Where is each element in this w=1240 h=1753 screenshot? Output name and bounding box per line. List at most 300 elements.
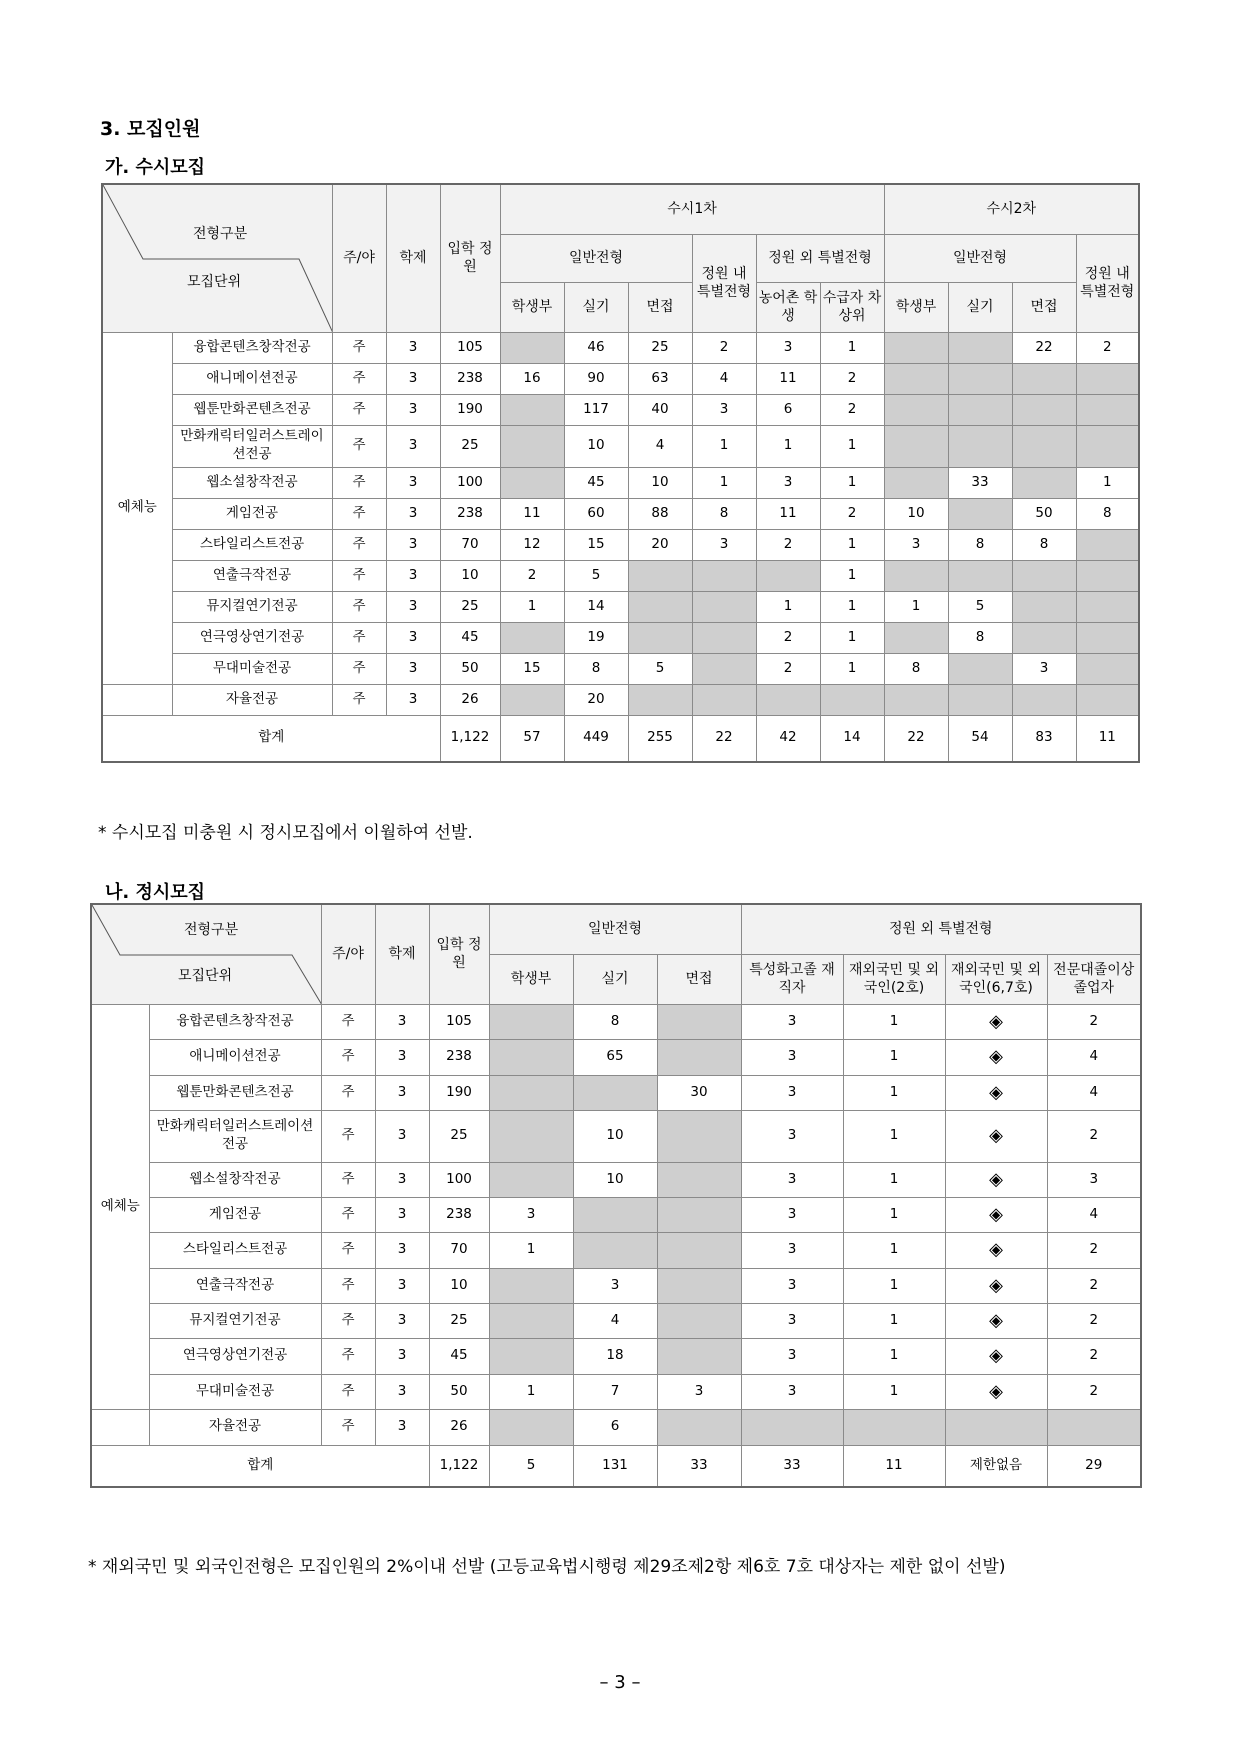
header-juya-2: 주/야 — [321, 904, 375, 1004]
count-cell: 3 — [741, 1268, 843, 1303]
hakje-cell: 3 — [386, 425, 440, 467]
quota-cell: 105 — [429, 1004, 489, 1039]
header-hakseng-3: 학생부 — [489, 954, 573, 1004]
count-cell: 2 — [1047, 1232, 1141, 1268]
subsection-jeongsi-title: 나. 정시모집 — [105, 882, 206, 903]
count-cell — [1076, 425, 1139, 467]
count-cell: 60 — [564, 498, 628, 529]
count-cell: 8 — [564, 653, 628, 684]
count-cell: 2 — [1047, 1268, 1141, 1303]
count-cell: 1 — [500, 591, 564, 622]
subsection-susi-title: 가. 수시모집 — [105, 157, 206, 178]
juya-cell: 주 — [321, 1110, 375, 1162]
dept-name: 웹툰만화콘텐츠전공 — [172, 394, 332, 425]
count-cell: 1 — [843, 1338, 945, 1374]
table-row — [102, 425, 1139, 467]
count-cell: 30 — [657, 1075, 741, 1110]
count-cell: 1 — [756, 591, 820, 622]
count-cell — [573, 1232, 657, 1268]
count-cell: 1 — [843, 1004, 945, 1039]
juya-cell: 주 — [321, 1232, 375, 1268]
count-cell — [1012, 394, 1076, 425]
juya-cell: 주 — [332, 560, 386, 591]
quota-cell: 25 — [440, 425, 500, 467]
count-cell — [948, 425, 1012, 467]
total-cell: 83 — [1012, 715, 1076, 762]
count-cell: 3 — [884, 529, 948, 560]
dept-name: 자율전공 — [172, 684, 332, 715]
dept-name: 웹소설창작전공 — [172, 467, 332, 498]
total-cell: 제한없음 — [945, 1445, 1047, 1487]
count-cell — [489, 1110, 573, 1162]
quota-cell: 238 — [429, 1197, 489, 1232]
count-cell — [884, 622, 948, 653]
count-cell — [500, 622, 564, 653]
hakje-cell: 3 — [386, 560, 440, 591]
table-row — [91, 1338, 1141, 1374]
total-cell: 1,122 — [440, 715, 500, 762]
count-cell: 3 — [741, 1004, 843, 1039]
quota-cell: 105 — [440, 332, 500, 363]
header-mojip: 모집단위 — [187, 274, 242, 290]
count-cell — [489, 1162, 573, 1197]
juya-cell: 주 — [321, 1004, 375, 1039]
quota-cell: 50 — [429, 1374, 489, 1409]
count-cell: 2 — [820, 363, 884, 394]
count-cell — [657, 1039, 741, 1075]
count-cell — [628, 622, 692, 653]
total-cell: 131 — [573, 1445, 657, 1487]
count-cell: 4 — [628, 425, 692, 467]
hakje-cell: 3 — [386, 467, 440, 498]
count-cell: 1 — [820, 332, 884, 363]
table-row — [91, 1110, 1141, 1162]
count-cell: 46 — [564, 332, 628, 363]
count-cell — [628, 560, 692, 591]
count-cell: 65 — [573, 1039, 657, 1075]
juya-cell: 주 — [332, 653, 386, 684]
header-quota-2: 입학 정원 — [429, 904, 489, 1004]
hakje-cell: 3 — [386, 498, 440, 529]
count-cell: 11 — [756, 363, 820, 394]
header-college-grad: 전문대졸이상 졸업자 — [1047, 954, 1141, 1004]
total-cell: 33 — [657, 1445, 741, 1487]
count-cell: 20 — [564, 684, 628, 715]
count-cell — [884, 332, 948, 363]
count-cell — [657, 1162, 741, 1197]
count-cell — [948, 332, 1012, 363]
count-cell — [1076, 363, 1139, 394]
quota-cell: 26 — [440, 684, 500, 715]
count-cell: 2 — [1047, 1338, 1141, 1374]
count-cell: 2 — [1047, 1004, 1141, 1039]
header-general-2: 일반전형 — [884, 234, 1076, 282]
hakje-cell: 3 — [386, 653, 440, 684]
header-general: 일반전형 — [500, 234, 692, 282]
hakje-cell: 3 — [375, 1303, 429, 1338]
count-cell — [1076, 394, 1139, 425]
header-silgi-3: 실기 — [573, 954, 657, 1004]
dept-name: 웹툰만화콘텐츠전공 — [149, 1075, 321, 1110]
count-cell: 2 — [820, 394, 884, 425]
table-row — [91, 1039, 1141, 1075]
quota-cell: 25 — [429, 1303, 489, 1338]
count-cell: 1 — [820, 425, 884, 467]
count-cell — [657, 1110, 741, 1162]
diamond-icon: ◈ — [945, 1374, 1047, 1409]
header-hakje: 학제 — [386, 184, 440, 332]
dept-name: 무대미술전공 — [149, 1374, 321, 1409]
hakje-cell: 3 — [375, 1409, 429, 1445]
dept-name: 만화캐릭터일러스트레이션전공 — [149, 1110, 321, 1162]
header-inside-special-2: 정원 내 특별전형 — [1076, 234, 1139, 332]
total-cell: 57 — [500, 715, 564, 762]
juya-cell: 주 — [332, 394, 386, 425]
count-cell — [489, 1004, 573, 1039]
hakje-cell: 3 — [386, 363, 440, 394]
hakje-cell: 3 — [386, 394, 440, 425]
count-cell: 7 — [573, 1374, 657, 1409]
count-cell — [1047, 1409, 1141, 1445]
quota-cell: 45 — [440, 622, 500, 653]
count-cell: 3 — [756, 332, 820, 363]
hakje-cell: 3 — [386, 529, 440, 560]
diamond-icon: ◈ — [945, 1162, 1047, 1197]
count-cell — [948, 394, 1012, 425]
count-cell: 1 — [884, 591, 948, 622]
quota-cell: 100 — [440, 467, 500, 498]
diagonal-header-cell-2 — [91, 904, 321, 1004]
count-cell: 1 — [820, 560, 884, 591]
count-cell: 3 — [1047, 1162, 1141, 1197]
section-title: 3. 모집인원 — [100, 118, 201, 140]
count-cell: 4 — [1047, 1075, 1141, 1110]
table-row — [102, 653, 1139, 684]
count-cell: 1 — [843, 1374, 945, 1409]
diamond-icon: ◈ — [945, 1110, 1047, 1162]
dept-name: 게임전공 — [149, 1197, 321, 1232]
count-cell: 5 — [628, 653, 692, 684]
count-cell: 15 — [500, 653, 564, 684]
diamond-icon: ◈ — [945, 1303, 1047, 1338]
quota-cell: 25 — [429, 1110, 489, 1162]
table-row — [102, 591, 1139, 622]
count-cell — [500, 332, 564, 363]
dept-name: 연극영상연기전공 — [149, 1338, 321, 1374]
dept-name: 연출극작전공 — [172, 560, 332, 591]
count-cell — [1076, 591, 1139, 622]
table-row — [91, 1162, 1141, 1197]
count-cell: 15 — [564, 529, 628, 560]
table-row — [91, 1075, 1141, 1110]
header-mojip-2: 모집단위 — [178, 968, 233, 984]
total-cell: 14 — [820, 715, 884, 762]
count-cell — [1076, 560, 1139, 591]
diagonal-line-2 — [92, 905, 321, 1004]
hakje-cell: 3 — [375, 1338, 429, 1374]
count-cell: 2 — [756, 529, 820, 560]
count-cell: 1 — [843, 1232, 945, 1268]
count-cell: 12 — [500, 529, 564, 560]
count-cell — [657, 1268, 741, 1303]
count-cell: 1 — [820, 591, 884, 622]
hakje-cell: 3 — [386, 591, 440, 622]
count-cell: 3 — [692, 394, 756, 425]
dept-name: 스타일리스트전공 — [172, 529, 332, 560]
count-cell — [948, 498, 1012, 529]
jeongsi-note: * 재외국민 및 외국인전형은 모집인원의 2%이내 선발 (고등교육법시행령 제29조제2항 제6호 7호 대상자는 제한 없이 선발) — [88, 1557, 1006, 1577]
quota-cell: 45 — [429, 1338, 489, 1374]
total-row — [102, 715, 1139, 762]
header-hakseng: 학생부 — [500, 282, 564, 332]
count-cell: 10 — [884, 498, 948, 529]
header-outside-special: 정원 외 특별전형 — [756, 234, 884, 282]
count-cell: 1 — [843, 1039, 945, 1075]
total-cell: 29 — [1047, 1445, 1141, 1487]
count-cell — [1012, 622, 1076, 653]
count-cell: 2 — [1047, 1374, 1141, 1409]
count-cell: 10 — [564, 425, 628, 467]
total-cell: 22 — [884, 715, 948, 762]
dept-name: 융합콘텐츠창작전공 — [172, 332, 332, 363]
table-row — [102, 363, 1139, 394]
juya-cell: 주 — [332, 332, 386, 363]
table-row — [91, 1004, 1141, 1039]
header-myeonjeop-2: 면접 — [1012, 282, 1076, 332]
count-cell — [489, 1075, 573, 1110]
count-cell — [489, 1303, 573, 1338]
count-cell — [948, 653, 1012, 684]
count-cell: 1 — [820, 529, 884, 560]
count-cell: 50 — [1012, 498, 1076, 529]
count-cell: 18 — [573, 1338, 657, 1374]
header-overseas-2: 재외국민 및 외국인(2호) — [843, 954, 945, 1004]
count-cell: 117 — [564, 394, 628, 425]
count-cell: 1 — [692, 467, 756, 498]
count-cell: 3 — [489, 1197, 573, 1232]
count-cell: 1 — [843, 1268, 945, 1303]
table-row — [102, 684, 1139, 715]
count-cell: 1 — [843, 1197, 945, 1232]
juya-cell: 주 — [332, 684, 386, 715]
susi-table — [101, 183, 1140, 763]
diagonal-line — [103, 185, 332, 332]
count-cell: 2 — [1047, 1110, 1141, 1162]
count-cell — [500, 467, 564, 498]
count-cell — [500, 394, 564, 425]
count-cell — [1012, 560, 1076, 591]
count-cell: 19 — [564, 622, 628, 653]
count-cell — [843, 1409, 945, 1445]
count-cell: 4 — [692, 363, 756, 394]
group-cell-empty — [91, 1409, 149, 1445]
count-cell: 8 — [573, 1004, 657, 1039]
count-cell — [756, 684, 820, 715]
count-cell — [692, 684, 756, 715]
count-cell — [500, 684, 564, 715]
count-cell — [489, 1039, 573, 1075]
count-cell — [692, 560, 756, 591]
count-cell: 3 — [741, 1374, 843, 1409]
count-cell: 3 — [756, 467, 820, 498]
header-inside-special: 정원 내 특별전형 — [692, 234, 756, 332]
quota-cell: 70 — [429, 1232, 489, 1268]
count-cell: 40 — [628, 394, 692, 425]
count-cell: 3 — [741, 1338, 843, 1374]
hakje-cell: 3 — [386, 684, 440, 715]
total-label: 합계 — [102, 715, 440, 762]
diamond-icon: ◈ — [945, 1268, 1047, 1303]
diamond-icon: ◈ — [945, 1338, 1047, 1374]
table-row — [102, 394, 1139, 425]
table-row — [91, 1374, 1141, 1409]
count-cell: 6 — [573, 1409, 657, 1445]
count-cell: 2 — [820, 498, 884, 529]
count-cell: 3 — [741, 1232, 843, 1268]
susi-note: * 수시모집 미충원 시 정시모집에서 이월하여 선발. — [98, 823, 473, 843]
count-cell: 33 — [948, 467, 1012, 498]
dept-name: 무대미술전공 — [172, 653, 332, 684]
header-jeonhyeong-2: 전형구분 — [184, 922, 239, 938]
diamond-icon: ◈ — [945, 1075, 1047, 1110]
juya-cell: 주 — [332, 467, 386, 498]
count-cell: 14 — [564, 591, 628, 622]
count-cell — [1012, 425, 1076, 467]
hakje-cell: 3 — [375, 1232, 429, 1268]
diagonal-header-cell — [102, 184, 332, 332]
count-cell: 10 — [573, 1110, 657, 1162]
dept-name: 융합콘텐츠창작전공 — [149, 1004, 321, 1039]
quota-cell: 100 — [429, 1162, 489, 1197]
total-cell: 11 — [1076, 715, 1139, 762]
quota-cell: 10 — [429, 1268, 489, 1303]
count-cell — [884, 560, 948, 591]
count-cell — [500, 425, 564, 467]
count-cell: 1 — [820, 467, 884, 498]
header-myeonjeop-3: 면접 — [657, 954, 741, 1004]
total-cell: 5 — [489, 1445, 573, 1487]
group-cell: 예체능 — [102, 332, 172, 684]
header-silgi: 실기 — [564, 282, 628, 332]
count-cell — [657, 1004, 741, 1039]
juya-cell: 주 — [321, 1374, 375, 1409]
count-cell: 3 — [741, 1197, 843, 1232]
count-cell: 2 — [1076, 332, 1139, 363]
total-label: 합계 — [91, 1445, 429, 1487]
count-cell: 3 — [573, 1268, 657, 1303]
count-cell — [1012, 684, 1076, 715]
count-cell: 2 — [756, 653, 820, 684]
count-cell — [884, 684, 948, 715]
count-cell — [948, 363, 1012, 394]
count-cell — [692, 591, 756, 622]
total-cell: 449 — [564, 715, 628, 762]
header-myeonjeop: 면접 — [628, 282, 692, 332]
count-cell — [657, 1303, 741, 1338]
juya-cell: 주 — [332, 363, 386, 394]
count-cell — [657, 1232, 741, 1268]
total-cell: 33 — [741, 1445, 843, 1487]
total-cell: 255 — [628, 715, 692, 762]
table-row — [102, 332, 1139, 363]
count-cell: 2 — [756, 622, 820, 653]
table-row — [91, 1232, 1141, 1268]
header-general-3: 일반전형 — [489, 904, 741, 954]
count-cell: 25 — [628, 332, 692, 363]
count-cell — [756, 560, 820, 591]
header-nongeochon: 농어촌 학생 — [756, 282, 820, 332]
count-cell — [948, 560, 1012, 591]
count-cell — [884, 425, 948, 467]
total-cell: 22 — [692, 715, 756, 762]
count-cell: 45 — [564, 467, 628, 498]
header-jeongsi-outside: 정원 외 특별전형 — [741, 904, 1141, 954]
quota-cell: 50 — [440, 653, 500, 684]
count-cell — [1076, 684, 1139, 715]
count-cell: 1 — [843, 1110, 945, 1162]
juya-cell: 주 — [332, 529, 386, 560]
count-cell: 1 — [843, 1075, 945, 1110]
jeongsi-table — [90, 903, 1142, 1488]
quota-cell: 10 — [440, 560, 500, 591]
hakje-cell: 3 — [375, 1039, 429, 1075]
table-row — [91, 1303, 1141, 1338]
table-row — [102, 560, 1139, 591]
juya-cell: 주 — [321, 1303, 375, 1338]
count-cell: 4 — [1047, 1039, 1141, 1075]
dept-name: 애니메이션전공 — [149, 1039, 321, 1075]
hakje-cell: 3 — [375, 1110, 429, 1162]
count-cell — [489, 1268, 573, 1303]
count-cell: 1 — [692, 425, 756, 467]
dept-name: 스타일리스트전공 — [149, 1232, 321, 1268]
count-cell: 22 — [1012, 332, 1076, 363]
count-cell: 63 — [628, 363, 692, 394]
count-cell: 8 — [1012, 529, 1076, 560]
header-specialized: 특성화고졸 재직자 — [741, 954, 843, 1004]
count-cell: 3 — [692, 529, 756, 560]
count-cell — [884, 467, 948, 498]
dept-name: 애니메이션전공 — [172, 363, 332, 394]
quota-cell: 238 — [440, 498, 500, 529]
quota-cell: 26 — [429, 1409, 489, 1445]
dept-name: 연극영상연기전공 — [172, 622, 332, 653]
juya-cell: 주 — [332, 622, 386, 653]
quota-cell: 70 — [440, 529, 500, 560]
count-cell: 1 — [489, 1374, 573, 1409]
count-cell: 8 — [948, 529, 1012, 560]
juya-cell: 주 — [321, 1075, 375, 1110]
count-cell: 8 — [692, 498, 756, 529]
count-cell — [692, 653, 756, 684]
count-cell: 1 — [843, 1303, 945, 1338]
table-row — [91, 1409, 1141, 1445]
juya-cell: 주 — [321, 1197, 375, 1232]
quota-cell: 190 — [440, 394, 500, 425]
juya-cell: 주 — [321, 1409, 375, 1445]
dept-name: 만화캐릭터일러스트레이션전공 — [172, 425, 332, 467]
count-cell: 3 — [1012, 653, 1076, 684]
hakje-cell: 3 — [386, 332, 440, 363]
count-cell — [573, 1197, 657, 1232]
count-cell: 6 — [756, 394, 820, 425]
total-cell: 54 — [948, 715, 1012, 762]
total-row — [91, 1445, 1141, 1487]
dept-name: 뮤지컬연기전공 — [149, 1303, 321, 1338]
count-cell — [657, 1409, 741, 1445]
count-cell — [1012, 591, 1076, 622]
count-cell: 3 — [741, 1162, 843, 1197]
